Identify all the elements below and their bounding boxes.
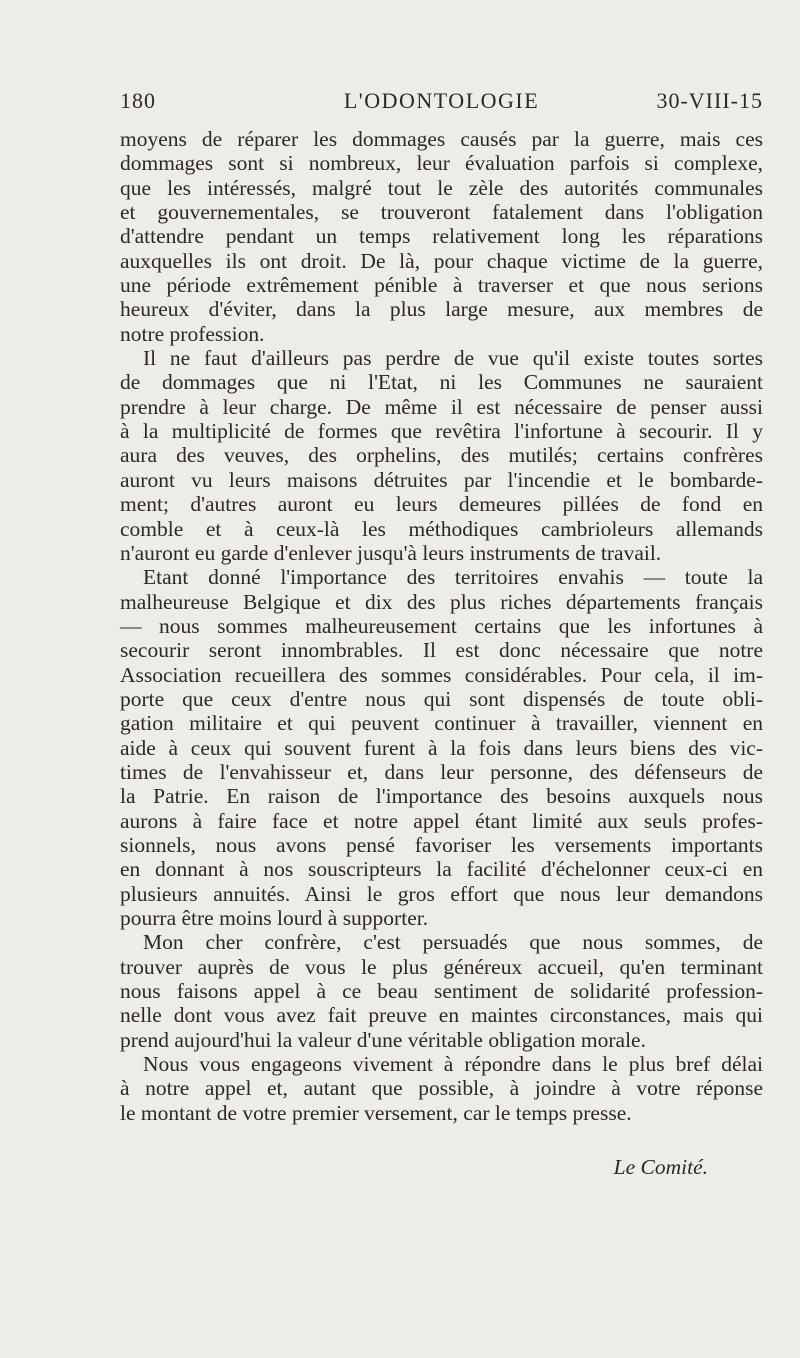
text-line: prendre à leur charge. De même il est nécessaire de penser aussi <box>120 394 763 419</box>
text-line: secourir seront innombrables. Il est donc nécessaire que notre <box>120 638 763 663</box>
issue-date: 30-VIII-15 <box>656 88 763 113</box>
text-line: une période extrêmement pénible à traverser et que nous serions <box>120 273 763 298</box>
text-line: auxquelles ils ont droit. De là, pour chaque victime de la guerre, <box>120 248 763 273</box>
text-line: porte que ceux d'entre nous qui sont dispensés de toute obli- <box>120 686 763 711</box>
text-line: aura des veuves, des orphelins, des mutilés; certains confrères <box>120 443 763 468</box>
text-line: — nous sommes malheureusement certains que les infortunes à <box>120 613 763 638</box>
text-line: pourra être moins lourd à supporter. <box>120 906 429 930</box>
text-line: times de l'envahisseur et, dans leur personne, des défenseurs de <box>120 759 763 784</box>
text-line: auront vu leurs maisons détruites par l'incendie et le bombarde- <box>120 467 763 492</box>
text-line: que les intéressés, malgré tout le zèle des autorités communales <box>120 175 763 200</box>
text-line: plusieurs annuités. Ainsi le gros effort que nous leur demandons <box>120 881 763 906</box>
text-line: gation militaire et qui peuvent continuer à travailler, viennent en <box>120 711 763 736</box>
text-line: nous faisons appel à ce beau sentiment de solidarité profession- <box>120 979 763 1004</box>
text-line: Nous vous engageons vivement à répondre dans le plus bref délai <box>143 1052 763 1077</box>
text-line: d'attendre pendant un temps relativement long les réparations <box>120 224 763 249</box>
text-line: Il ne faut d'ailleurs pas perdre de vue qu'il existe toutes sortes <box>143 346 763 371</box>
text-line: Association recueillera des sommes considérables. Pour cela, il im- <box>120 662 763 687</box>
page-number: 180 <box>120 88 156 113</box>
text-line: de dommages que ni l'Etat, ni les Communes ne sauraient <box>120 370 763 395</box>
text-line: n'auront eu garde d'enlever jusqu'à leurs instruments de travail. <box>120 540 662 565</box>
text-line: aurons à faire face et notre appel étant limité aux seuls profes- <box>120 808 763 833</box>
text-line: prend aujourd'hui la valeur d'une véritable obligation morale. <box>120 1027 646 1052</box>
text-line: moyens de réparer les dommages causés par la guerre, mais ces <box>120 127 763 151</box>
text-line: trouver auprès de vous le plus généreux accueil, qu'en terminant <box>120 954 763 979</box>
running-header <box>120 88 763 120</box>
text-line: sionnels, nous avons pensé favoriser les versements importants <box>120 832 763 857</box>
journal-title: L'ODONTOLOGIE <box>343 88 540 113</box>
text-line: à la multiplicité de formes que revêtira l'infortune à secourir. Il y <box>120 419 763 444</box>
text-line: Etant donné l'importance des territoires envahis — toute la <box>143 565 763 590</box>
text-line: à notre appel et, autant que possible, à joindre à votre réponse <box>120 1076 763 1101</box>
signature: Le Comité. <box>613 1155 708 1179</box>
text-line: nelle dont vous avez fait preuve en maintes circonstances, mais qui <box>120 1003 763 1028</box>
text-line: ment; d'autres auront eu leurs demeures pillées de fond en <box>120 492 763 517</box>
text-line: Mon cher confrère, c'est persuadés que nous sommes, de <box>143 930 763 955</box>
text-line: le montant de votre premier versement, car le temps presse. <box>120 1100 632 1125</box>
text-line: notre profession. <box>120 321 265 346</box>
text-line: heureux d'éviter, dans la plus large mesure, aux membres de <box>120 297 763 322</box>
text-line: malheureuse Belgique et dix des plus riches départements français <box>120 589 763 614</box>
text-line: dommages sont si nombreux, leur évaluation parfois si complexe, <box>120 151 763 176</box>
body-text <box>120 127 763 1125</box>
text-line: comble et à ceux-là les méthodiques cambrioleurs allemands <box>120 516 763 541</box>
text-line: en donnant à nos souscripteurs la facilité d'échelonner ceux-ci en <box>120 857 763 882</box>
text-line: aide à ceux qui souvent furent à la fois dans leurs biens des vic- <box>120 735 763 760</box>
text-line: et gouvernementales, se trouveront fatalement dans l'obligation <box>120 200 763 225</box>
text-line: la Patrie. En raison de l'importance des besoins auxquels nous <box>120 784 763 809</box>
